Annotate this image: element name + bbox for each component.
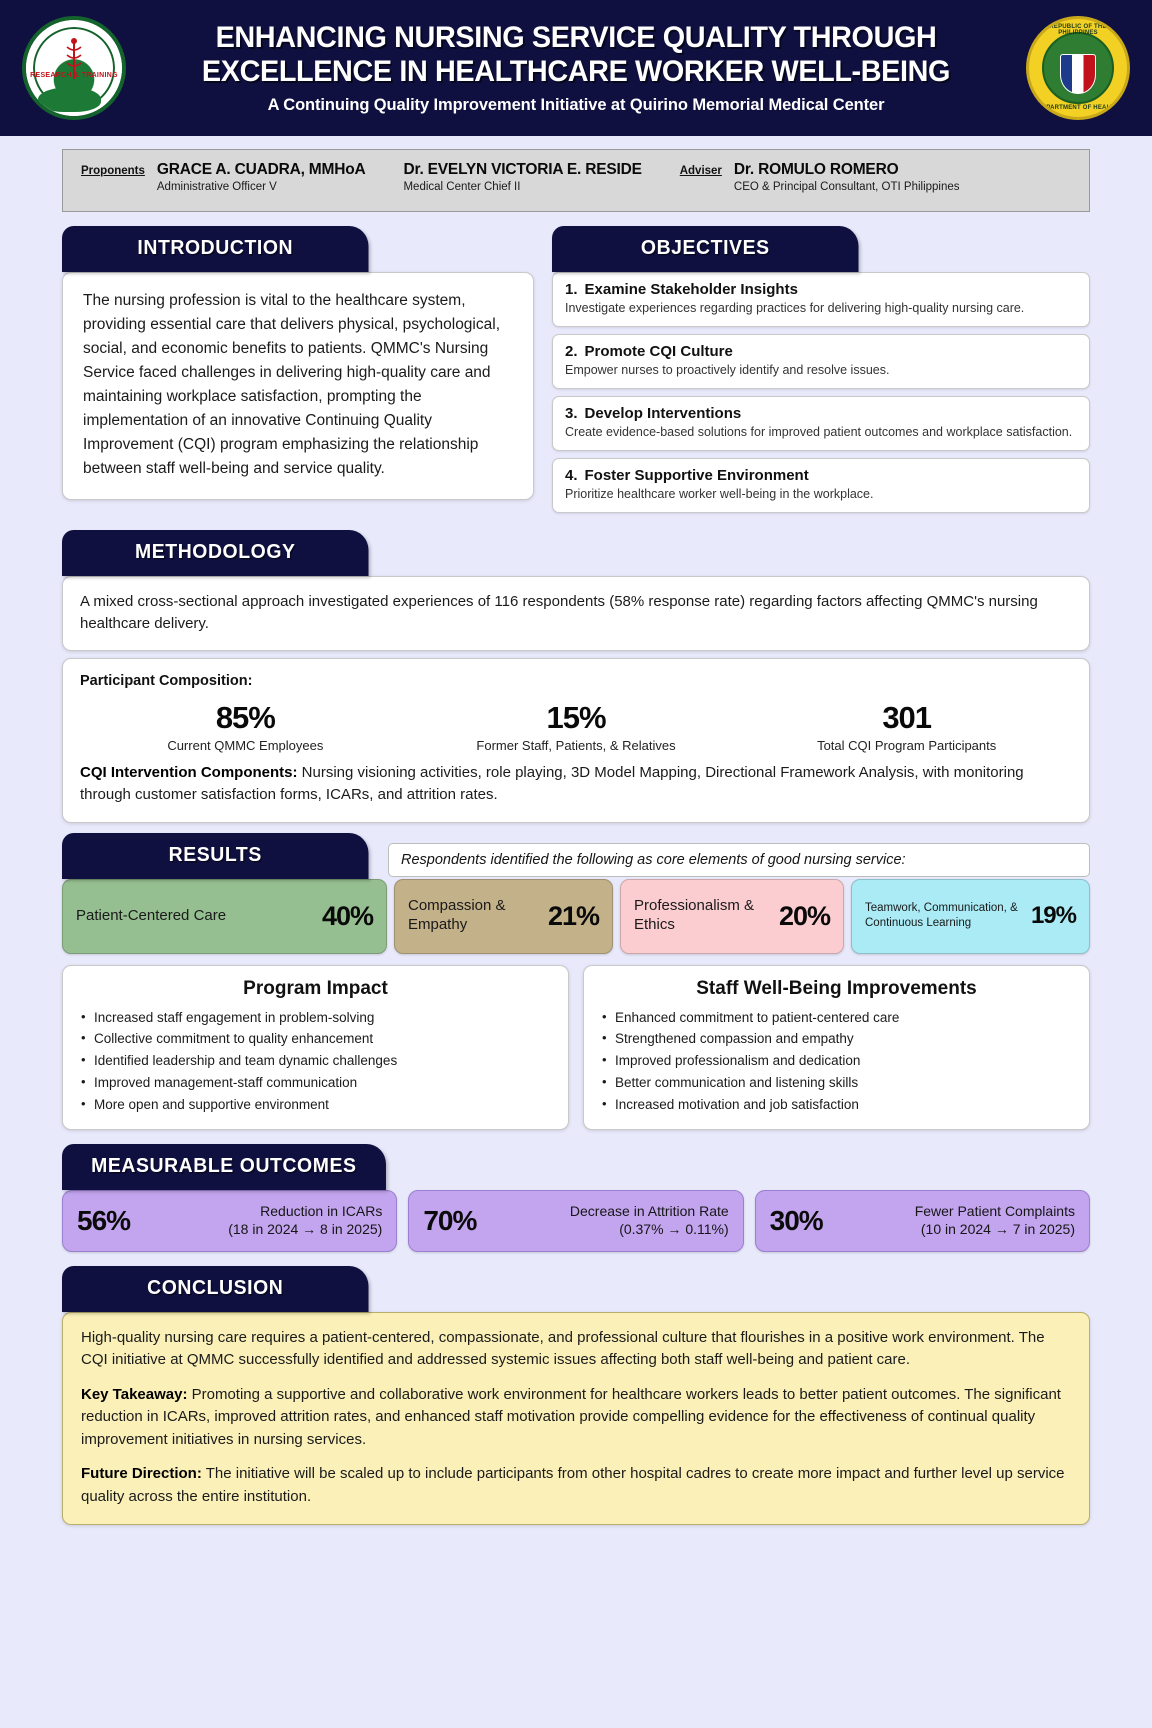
list-item: • Better communication and listening skills	[600, 1072, 1073, 1094]
core-element-box	[851, 879, 1090, 954]
outcome-3-sub: (10 in 2024 → 7 in 2025)	[920, 1220, 1075, 1237]
participant-composition-heading: Participant Composition:	[80, 672, 253, 689]
core-element-3-label: Professionalism & Ethics	[634, 897, 755, 933]
objective-item	[552, 396, 1090, 451]
outcome-1-pct: 56%	[77, 1204, 131, 1236]
qmmc-logo-icon	[22, 16, 126, 120]
stat-item	[411, 700, 742, 753]
program-impact-card	[62, 965, 569, 1130]
core-element-4-label: Teamwork, Communication, & Continuous Learning	[865, 902, 1018, 929]
poster-header	[0, 0, 1152, 136]
author-2-role: Medical Center Chief II	[403, 181, 521, 193]
core-element-2-label: Compassion & Empathy	[408, 897, 506, 933]
methodology-summary: A mixed cross-sectional approach investigated experiences of 116 respondents (58% response rate) regarding factors affecting QMMC's nursing healthcare delivery.	[80, 592, 1038, 632]
list-item: • Collective commitment to quality enhancement	[79, 1028, 552, 1050]
outcome-2-sub: (0.37% → 0.11%)	[619, 1220, 729, 1237]
stat-1-value: 85%	[215, 699, 275, 735]
objective-1-label: Examine Stakeholder Insights	[584, 281, 798, 298]
core-element-1-pct: 40%	[321, 900, 373, 931]
introduction-card	[62, 272, 534, 500]
list-item: • Identified leadership and team dynamic challenges	[79, 1050, 552, 1072]
core-element-box	[62, 879, 387, 954]
introduction-section	[62, 226, 534, 520]
future-direction-text: The initiative will be scaled up to include participants from other hospital cadres to create more impact and further level up service quality across the entire institution.	[81, 1465, 1065, 1505]
conclusion-section	[62, 1266, 1090, 1526]
conclusion-heading: CONCLUSION	[62, 1266, 369, 1312]
objective-3-desc: Create evidence-based solutions for improved patient outcomes and workplace satisfaction.	[565, 424, 1073, 439]
logo-base-shape	[38, 87, 101, 112]
key-takeaway-text: Promoting a supportive and collaborative work environment for healthcare workers leads to better patient outcomes. The significant reduction in ICARs, improved attrition rates, and enhanced staff motivation provide compelling evidence for the effectiveness of continual quality improvement initiatives in nursing services.	[81, 1385, 1061, 1448]
measurable-outcomes-heading: MEASURABLE OUTCOMES	[62, 1144, 386, 1190]
measurable-outcomes-row	[62, 1190, 1090, 1252]
list-item: • Strengthened compassion and empathy	[600, 1028, 1073, 1050]
outcome-3-pct: 30%	[769, 1204, 823, 1236]
results-header-row	[62, 833, 1090, 879]
philippine-shield-icon	[1060, 54, 1096, 94]
list-item: • Improved management-staff communication	[79, 1072, 552, 1094]
objectives-list	[552, 272, 1090, 513]
measurable-outcomes-section	[62, 1144, 1090, 1252]
outcome-3-label: Fewer Patient Complaints	[914, 1203, 1075, 1220]
introduction-heading: INTRODUCTION	[62, 226, 369, 272]
stat-2-value: 15%	[546, 699, 606, 735]
poster-subtitle: A Continuing Quality Improvement Initiative at Quirino Memorial Medical Center	[267, 95, 885, 114]
methodology-summary-card	[62, 576, 1090, 651]
future-direction-label: Future Direction:	[81, 1465, 202, 1483]
author-1-role: Administrative Officer V	[156, 181, 277, 193]
cqi-components	[80, 762, 1072, 807]
author-3-name: Dr. ROMULO ROMERO	[733, 161, 899, 178]
staff-wellbeing-card	[583, 965, 1090, 1130]
outcome-2-pct: 70%	[423, 1204, 477, 1236]
objective-1-desc: Investigate experiences regarding practices for delivering high-quality nursing care.	[565, 301, 1025, 315]
outcome-2-label: Decrease in Attrition Rate	[569, 1203, 729, 1220]
cqi-components-label: CQI Intervention Components:	[80, 763, 298, 781]
author-1	[157, 161, 366, 193]
outcome-1-label: Reduction in ICARs	[260, 1203, 383, 1220]
logo-right-top-text: REPUBLIC OF THE PHILIPPINES	[1049, 24, 1107, 36]
stat-2-label: Former Staff, Patients, & Relatives	[476, 737, 676, 753]
impact-row	[62, 965, 1090, 1130]
objective-1-title	[565, 281, 1077, 298]
stat-item	[741, 700, 1072, 753]
outcome-box	[62, 1190, 397, 1252]
objective-4-desc: Prioritize healthcare worker well-being in the workplace.	[565, 486, 874, 501]
conclusion-paragraph-1: High-quality nursing care requires a patient-centered, compassionate, and professional culture that flourishes in a positive work environment. The CQI initiative at QMMC successfully identified and addressed systemic issues affecting both staff well-being and patient care.	[81, 1328, 1045, 1369]
results-heading: RESULTS	[62, 833, 369, 879]
title-block	[126, 21, 1026, 114]
list-item: • Enhanced commitment to patient-centered care	[600, 1007, 1073, 1029]
core-element-box	[620, 879, 844, 954]
list-item: • Increased motivation and job satisfaction	[600, 1094, 1073, 1116]
author-3	[734, 161, 960, 193]
logo-right-bottom-text: DEPARTMENT OF HEALTH	[1037, 105, 1119, 111]
doh-philippines-logo-icon	[1026, 16, 1130, 120]
objective-item	[552, 458, 1090, 513]
objective-3-title	[565, 405, 1077, 422]
author-2-name: Dr. EVELYN VICTORIA E. RESIDE	[403, 161, 642, 178]
introduction-body: The nursing profession is vital to the healthcare system, providing essential care that delivers physical, psychological, social, and economic benefits to patients. QMMC's Nursing Service faced challenges in delivering high-quality care and maintaining workplace satisfaction, prompting the implementation of an innovative Continuing Quality Improvement (CQI) program emphasizing the relationship between staff well-being and service quality.	[83, 292, 500, 478]
outcome-1-sub: (18 in 2024 → 8 in 2025)	[228, 1220, 383, 1237]
list-item: • Increased staff engagement in problem-solving	[79, 1007, 552, 1029]
author-1-name: GRACE A. CUADRA, MMHoA	[156, 161, 366, 178]
objective-2-label: Promote CQI Culture	[584, 342, 733, 360]
poster-title-line1: ENHANCING NURSING SERVICE QUALITY THROUGH	[215, 21, 937, 55]
top-sections	[0, 226, 1152, 1525]
conclusion-future-direction	[81, 1463, 1071, 1508]
program-impact-list	[79, 1007, 552, 1116]
author-3-role: CEO & Principal Consultant, OTI Philippines	[733, 181, 960, 193]
methodology-section	[62, 530, 1090, 823]
conclusion-key-takeaway	[81, 1384, 1071, 1452]
objectives-heading: OBJECTIVES	[552, 226, 859, 272]
staff-wellbeing-list	[600, 1007, 1073, 1116]
objective-2-title	[565, 343, 1077, 360]
results-section	[62, 833, 1090, 1130]
adviser-label: Adviser	[679, 165, 722, 177]
core-element-4-pct: 19%	[1030, 902, 1076, 929]
core-element-1-label: Patient-Centered Care	[76, 906, 227, 924]
poster-title-line2: EXCELLENCE IN HEALTHCARE WORKER WELL-BEING	[201, 55, 951, 88]
stat-3-value: 301	[882, 699, 932, 735]
objective-2-desc: Empower nurses to proactively identify and resolve issues.	[565, 362, 890, 377]
core-element-3-pct: 20%	[778, 900, 830, 931]
participant-stats	[80, 700, 1072, 753]
key-takeaway-label: Key Takeaway:	[81, 1385, 188, 1403]
objectives-section	[552, 226, 1090, 520]
program-impact-title: Program Impact	[243, 977, 388, 999]
logo-inner-text: RESEARCH & TRAINING	[30, 71, 118, 79]
objective-2-number: 2.	[565, 342, 578, 360]
proponents-label: Proponents	[81, 165, 145, 177]
authors-bar	[62, 149, 1090, 212]
author-2	[403, 161, 641, 193]
methodology-heading: METHODOLOGY	[62, 530, 369, 576]
objective-item	[552, 272, 1090, 327]
core-element-box	[394, 879, 613, 954]
stat-3-label: Total CQI Program Participants	[817, 737, 997, 753]
list-item: • Improved professionalism and dedication	[600, 1050, 1073, 1072]
results-note: Respondents identified the following as core elements of good nursing service:	[388, 843, 1090, 877]
objective-item	[552, 334, 1090, 389]
objective-1-number: 1.	[565, 281, 578, 298]
stat-1-label: Current QMMC Employees	[167, 737, 324, 753]
staff-wellbeing-title: Staff Well-Being Improvements	[696, 977, 977, 999]
objective-3-number: 3.	[565, 404, 578, 422]
list-item: • More open and supportive environment	[79, 1094, 552, 1116]
objective-3-label: Develop Interventions	[584, 404, 742, 422]
core-element-2-pct: 21%	[547, 900, 599, 931]
stat-item	[80, 700, 411, 753]
outcome-box	[408, 1190, 743, 1252]
objective-4-label: Foster Supportive Environment	[584, 466, 809, 484]
cqi-components-text: Nursing visioning activities, role playing, 3D Model Mapping, Directional Framework Analysis, with monitoring through customer satisfaction forms, ICARs, and attrition rates.	[80, 763, 1024, 803]
core-elements-row	[62, 879, 1090, 954]
participant-composition-card	[62, 658, 1090, 823]
objective-4-number: 4.	[565, 466, 578, 484]
objective-4-title	[565, 467, 1077, 484]
conclusion-card	[62, 1312, 1090, 1526]
outcome-box	[755, 1190, 1090, 1252]
